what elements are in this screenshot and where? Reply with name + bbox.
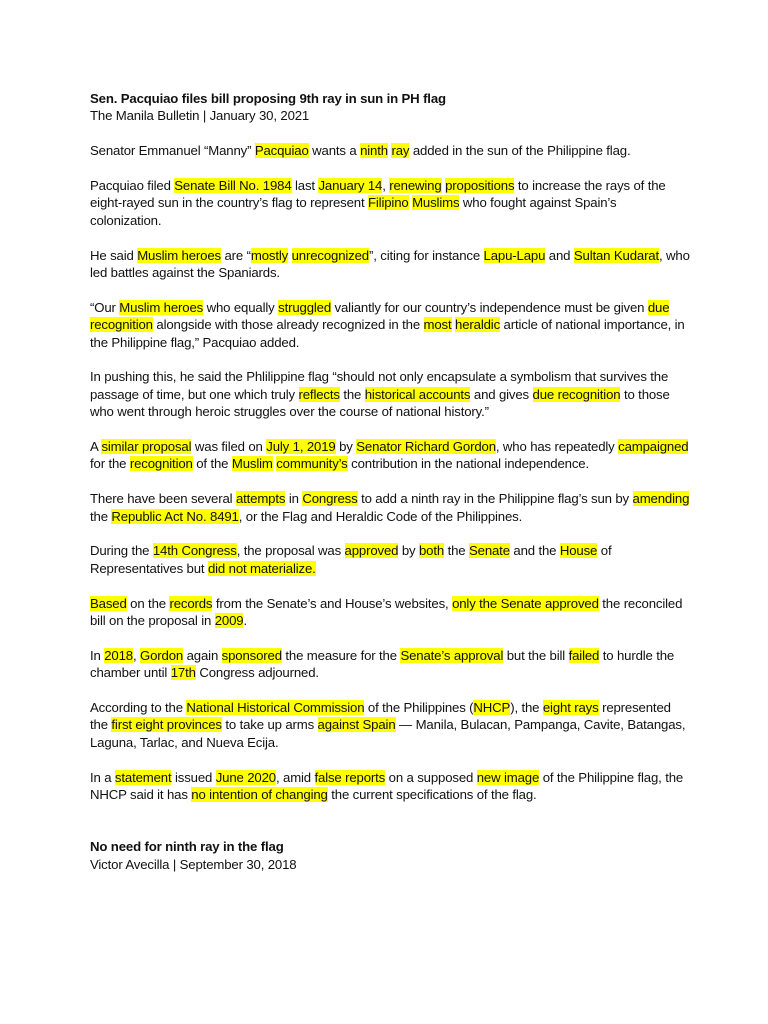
text-segment: article of national importance, in the Philippine flag,” Pacquiao added. [90, 317, 685, 350]
highlighted-text: ninth [360, 143, 388, 159]
highlighted-text: Muslim [231, 456, 273, 472]
highlighted-text: Muslim heroes [137, 247, 221, 263]
highlighted-text: renewing [389, 178, 442, 193]
highlighted-text: June 2020 [215, 769, 276, 785]
text-segment: In [90, 647, 105, 663]
highlighted-text: new image [476, 769, 540, 785]
text-segment: who fought against Spain’s colonization. [90, 195, 617, 228]
highlighted-text: similar proposal [101, 439, 192, 455]
text-segment: to those who went through heroic struggles over the course of national history.” [90, 386, 670, 420]
text-segment: the measure for the [281, 647, 401, 663]
document-page [90, 90, 690, 873]
text-segment: “Our [90, 299, 120, 315]
highlighted-text: Republic Act No. 8491 [111, 508, 239, 524]
text-segment: last [291, 178, 319, 193]
highlighted-text: Sultan Kudarat [573, 247, 660, 263]
text-segment: alongside with those already recognized in the [152, 317, 424, 333]
text-segment: , amid [275, 769, 315, 785]
text-segment: — Manila, Bulacan, Pampanga, Cavite, Batangas, Laguna, Tarlac, and Nueva Ecija. [90, 717, 686, 750]
paragraph [90, 368, 690, 420]
highlighted-text: Lapu-Lapu [483, 247, 546, 263]
highlighted-text: amending [632, 491, 690, 507]
text-segment: wants a [308, 143, 361, 159]
highlighted-text: Muslims [412, 195, 460, 211]
highlighted-text: due recognition [532, 386, 621, 402]
text-segment: to increase the rays of the eight-rayed sun in the country’s flag to represent [90, 178, 666, 211]
highlighted-text: Senator Richard Gordon [356, 439, 496, 455]
text-segment: but the bill [503, 647, 569, 663]
highlighted-text: attempts [235, 491, 286, 507]
text-segment: contribution in the national independence. [347, 456, 589, 472]
highlighted-text: recognition [129, 456, 193, 472]
text-segment: on a supposed [385, 769, 477, 785]
highlighted-text: propositions [445, 178, 515, 193]
paragraph [90, 142, 690, 159]
highlighted-text: National Historical Commission [186, 700, 365, 716]
highlighted-text: statement [114, 769, 172, 785]
text-segment: the current specifications of the flag. [327, 787, 537, 803]
highlighted-text: Based [90, 595, 127, 611]
text-segment: and gives [470, 386, 533, 402]
text-segment: of Representatives but [90, 543, 612, 576]
article-body [90, 142, 690, 803]
text-segment: of the Philippines ( [364, 700, 474, 716]
highlighted-text: Gordon [140, 647, 184, 663]
text-segment: the [339, 386, 365, 402]
text-segment: to add a ninth ray in the Philippine flag’s sun by [357, 491, 633, 507]
paragraph [90, 542, 690, 577]
highlighted-text: only the Senate approved [452, 595, 599, 611]
text-segment: According to the [90, 700, 187, 716]
text-segment: issued [171, 769, 216, 785]
text-segment: to hurdle the chamber until [90, 647, 675, 681]
text-segment: , [132, 647, 140, 663]
highlighted-text: false reports [314, 769, 386, 785]
paragraph [90, 299, 690, 351]
text-segment: There have been several [90, 491, 236, 507]
highlighted-text: most [423, 317, 452, 333]
text-segment: of the [192, 456, 232, 472]
text-segment: by [335, 439, 357, 455]
highlighted-text: Senate Bill No. 1984 [174, 178, 292, 193]
text-segment: , who has repeatedly [495, 439, 619, 455]
paragraph [90, 177, 690, 229]
paragraph [90, 647, 690, 682]
highlighted-text: sponsored [221, 647, 282, 663]
highlighted-text: reflects [298, 386, 340, 402]
text-segment: and [545, 247, 574, 263]
highlighted-text: eight rays [542, 700, 599, 716]
second-article-title: No need for ninth ray in the flag [90, 839, 284, 855]
text-segment: ”, citing for instance [368, 247, 484, 263]
paragraph [90, 247, 690, 282]
highlighted-text: approved [344, 543, 399, 559]
paragraph [90, 595, 690, 630]
highlighted-text: unrecognized [291, 247, 369, 263]
highlighted-text: due recognition [90, 299, 670, 333]
text-segment: to take up arms [221, 717, 318, 733]
text-segment: and the [509, 543, 560, 559]
highlighted-text: campaigned [618, 439, 689, 455]
text-segment: Congress adjourned. [195, 665, 319, 681]
highlighted-text: Congress [302, 491, 358, 507]
paragraph [90, 490, 690, 525]
text-segment: In a [90, 769, 115, 785]
text-segment: the [90, 508, 112, 524]
highlighted-text: House [559, 543, 598, 559]
highlighted-text: heraldic [455, 317, 501, 333]
highlighted-text: Senate [468, 543, 510, 559]
text-segment: who equally [203, 299, 279, 315]
text-segment: of the Philippine flag, the NHCP said it has [90, 769, 684, 803]
highlighted-text: mostly [250, 247, 289, 263]
text-segment: in [285, 491, 303, 507]
highlighted-text: did not materialize. [207, 560, 316, 576]
text-segment: from the Senate’s and House’s websites, [212, 595, 453, 611]
text-segment: ), the [510, 700, 543, 716]
text-segment: are “ [220, 247, 251, 263]
text-segment: was filed on [191, 439, 267, 455]
text-segment: Pacquiao filed [90, 178, 175, 193]
text-segment: , who led battles against the Spaniards. [90, 247, 690, 281]
text-segment: represented the [90, 700, 671, 733]
highlighted-text: 14th Congress [152, 543, 237, 559]
highlighted-text: both [418, 543, 445, 559]
highlighted-text: 2018 [104, 647, 133, 663]
text-segment: During the [90, 543, 153, 559]
text-segment: , [382, 178, 390, 193]
highlighted-text: records [169, 595, 213, 611]
text-segment: again [183, 647, 222, 663]
second-article-byline: Victor Avecilla | September 30, 2018 [90, 856, 297, 872]
highlighted-text: against Spain [317, 717, 396, 733]
paragraph [90, 769, 690, 804]
spacer [90, 125, 690, 142]
highlighted-text: Pacquiao [254, 143, 309, 159]
text-segment: , or the Flag and Heraldic Code of the Philippines. [238, 508, 523, 524]
text-segment: the [444, 543, 469, 559]
text-segment: Senator Emmanuel “Manny” [90, 143, 255, 159]
article-title: Sen. Pacquiao files bill proposing 9th ray in sun in PH flag [90, 91, 446, 106]
highlighted-text: Filipino [368, 195, 409, 211]
text-segment: for the [90, 456, 130, 472]
paragraph [90, 699, 690, 751]
highlighted-text: ray [391, 143, 410, 159]
text-segment: by [398, 543, 419, 559]
text-segment: the reconciled bill on the proposal in [90, 595, 683, 629]
spacer [90, 821, 690, 838]
text-segment: . [243, 613, 247, 629]
text-segment: valiantly for our country’s independence must be given [331, 299, 648, 315]
highlighted-text: community’s [276, 456, 348, 472]
highlighted-text: failed [568, 647, 600, 663]
highlighted-text: first eight provinces [111, 717, 222, 733]
paragraph [90, 438, 690, 473]
highlighted-text: 17th [170, 665, 196, 681]
highlighted-text: 2009 [214, 613, 244, 629]
text-segment: A [90, 439, 102, 455]
text-segment: , the proposal was [236, 543, 345, 559]
highlighted-text: July 1, 2019 [266, 439, 336, 455]
text-segment: on the [126, 595, 170, 611]
highlighted-text: Senate’s approval [400, 647, 504, 663]
article-byline: The Manila Bulletin | January 30, 2021 [90, 108, 310, 124]
highlighted-text: January 14 [318, 178, 383, 193]
highlighted-text: Muslim heroes [119, 299, 204, 315]
text-segment: He said [90, 247, 138, 263]
text-segment: In pushing this, he said the Phlilippine flag “should not only encapsulate a symbolism that survives the passage of time, but one which truly [90, 369, 669, 402]
highlighted-text: historical accounts [364, 386, 471, 402]
highlighted-text: no intention of changing [191, 787, 328, 803]
highlighted-text: struggled [278, 299, 332, 315]
highlighted-text: NHCP [473, 700, 511, 716]
text-segment: added in the sun of the Philippine flag. [409, 143, 631, 159]
